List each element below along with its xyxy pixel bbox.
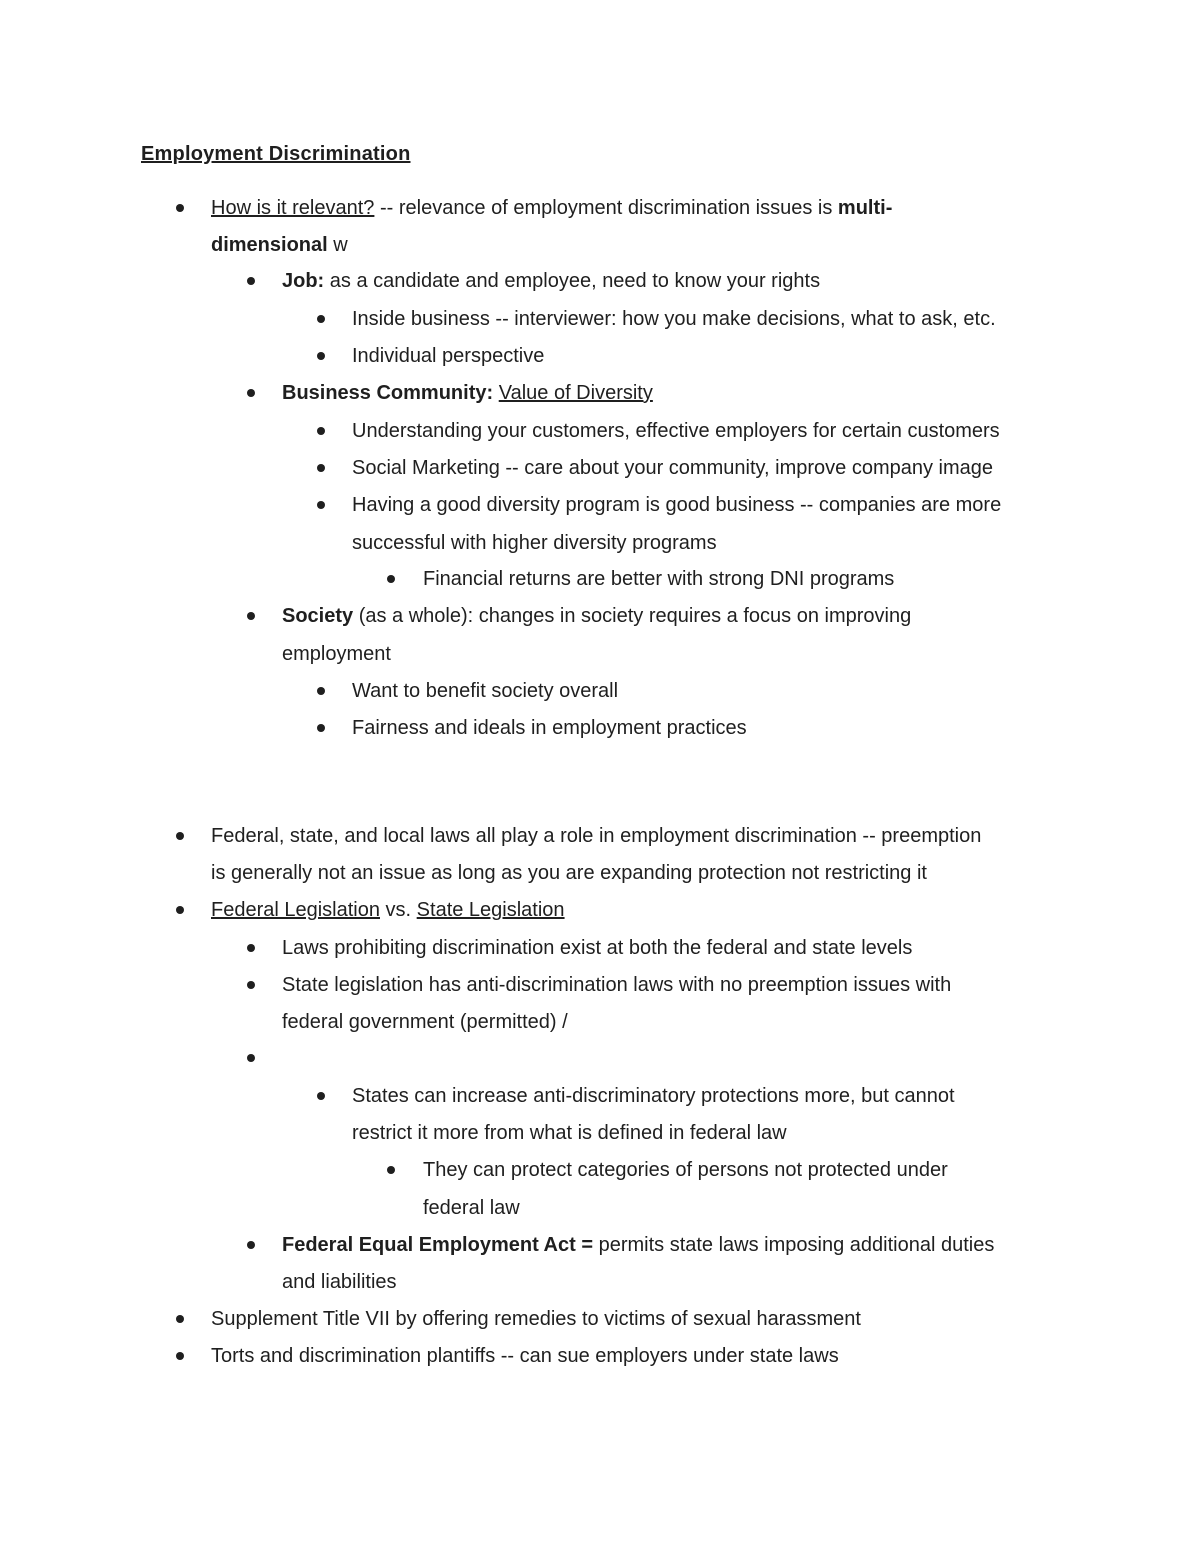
relevance-bold-2: dimensional <box>211 234 328 256</box>
society-text: (as a whole): changes in society requires a focus on improving <box>353 605 912 627</box>
list-item: State legislation has anti-discrimination laws with no preemption issues with <box>282 974 952 996</box>
bullet-icon <box>247 944 255 952</box>
bullet-icon <box>176 832 184 840</box>
act-line <box>282 1233 994 1257</box>
list-item: States can increase anti-discriminatory protections more, but cannot <box>352 1085 955 1107</box>
bullet-icon <box>317 427 325 435</box>
bullet-icon <box>247 981 255 989</box>
bullet-icon <box>247 1054 255 1062</box>
list-item: Individual perspective <box>352 345 545 367</box>
vs-text: vs. <box>380 899 417 921</box>
list-item: Understanding your customers, effective employers for certain customers <box>352 420 1000 442</box>
bullet-icon <box>176 1352 184 1360</box>
business-line <box>282 381 653 405</box>
list-item: Fairness and ideals in employment practices <box>352 717 747 739</box>
bullet-icon <box>247 612 255 620</box>
list-item: Social Marketing -- care about your community, improve company image <box>352 457 993 479</box>
legislation-line <box>211 898 565 922</box>
bullet-icon <box>317 501 325 509</box>
bullet-icon <box>176 204 184 212</box>
bullet-icon <box>247 389 255 397</box>
bullet-icon <box>317 1092 325 1100</box>
list-item-continued: and liabilities <box>282 1271 397 1293</box>
society-line <box>282 604 911 628</box>
society-label: Society <box>282 605 354 627</box>
society-line-2: employment <box>282 643 391 665</box>
business-link: Value of Diversity <box>498 382 653 404</box>
job-text: as a candidate and employee, need to know your rights <box>324 270 821 292</box>
act-label: Federal Equal Employment Act = <box>282 1234 594 1256</box>
bullet-icon <box>247 277 255 285</box>
act-text: permits state laws imposing additional duties <box>593 1234 995 1256</box>
bullet-icon <box>387 575 395 583</box>
bullet-icon <box>176 1315 184 1323</box>
list-item-continued: federal law <box>423 1197 520 1219</box>
bullet-icon <box>317 464 325 472</box>
bullet-icon <box>247 1241 255 1249</box>
relevance-text: -- relevance of employment discrimination issues is <box>374 197 838 219</box>
list-item: Supplement Title VII by offering remedies to victims of sexual harassment <box>211 1308 861 1330</box>
job-line <box>282 269 820 293</box>
state-legislation: State Legislation <box>416 899 565 921</box>
bullet-icon <box>387 1166 395 1174</box>
job-label: Job: <box>282 270 325 292</box>
relevance-line-2 <box>211 233 348 257</box>
list-item: Laws prohibiting discrimination exist at both the federal and state levels <box>282 937 913 959</box>
list-item: Federal, state, and local laws all play a role in employment discrimination -- preemption <box>211 825 982 847</box>
list-item: They can protect categories of persons not protected under <box>423 1159 948 1181</box>
relevance-line <box>211 196 892 220</box>
bullet-icon <box>317 315 325 323</box>
business-label: Business Community: <box>282 382 494 404</box>
bullet-icon <box>317 724 325 732</box>
document-title: Employment Discrimination <box>141 143 411 165</box>
list-item: Inside business -- interviewer: how you make decisions, what to ask, etc. <box>352 308 996 330</box>
list-item-continued: is generally not an issue as long as you are expanding protection not restricting it <box>211 862 927 884</box>
list-item-continued: federal government (permitted) / <box>282 1011 568 1033</box>
federal-legislation: Federal Legislation <box>211 899 380 921</box>
bullet-icon <box>176 906 184 914</box>
bullet-icon <box>317 687 325 695</box>
relevance-label: How is it relevant? <box>211 197 375 219</box>
list-item: Financial returns are better with strong DNI programs <box>423 568 895 590</box>
list-item-continued: restrict it more from what is defined in federal law <box>352 1122 787 1144</box>
list-item: Torts and discrimination plantiffs -- can sue employers under state laws <box>211 1345 839 1367</box>
relevance-bold: multi- <box>837 197 893 219</box>
bullet-icon <box>317 352 325 360</box>
list-item: Having a good diversity program is good business -- companies are more <box>352 494 1002 516</box>
list-item-continued: successful with higher diversity programs <box>352 532 717 554</box>
list-item: Want to benefit society overall <box>352 680 619 702</box>
relevance-text-2: w <box>327 234 348 256</box>
